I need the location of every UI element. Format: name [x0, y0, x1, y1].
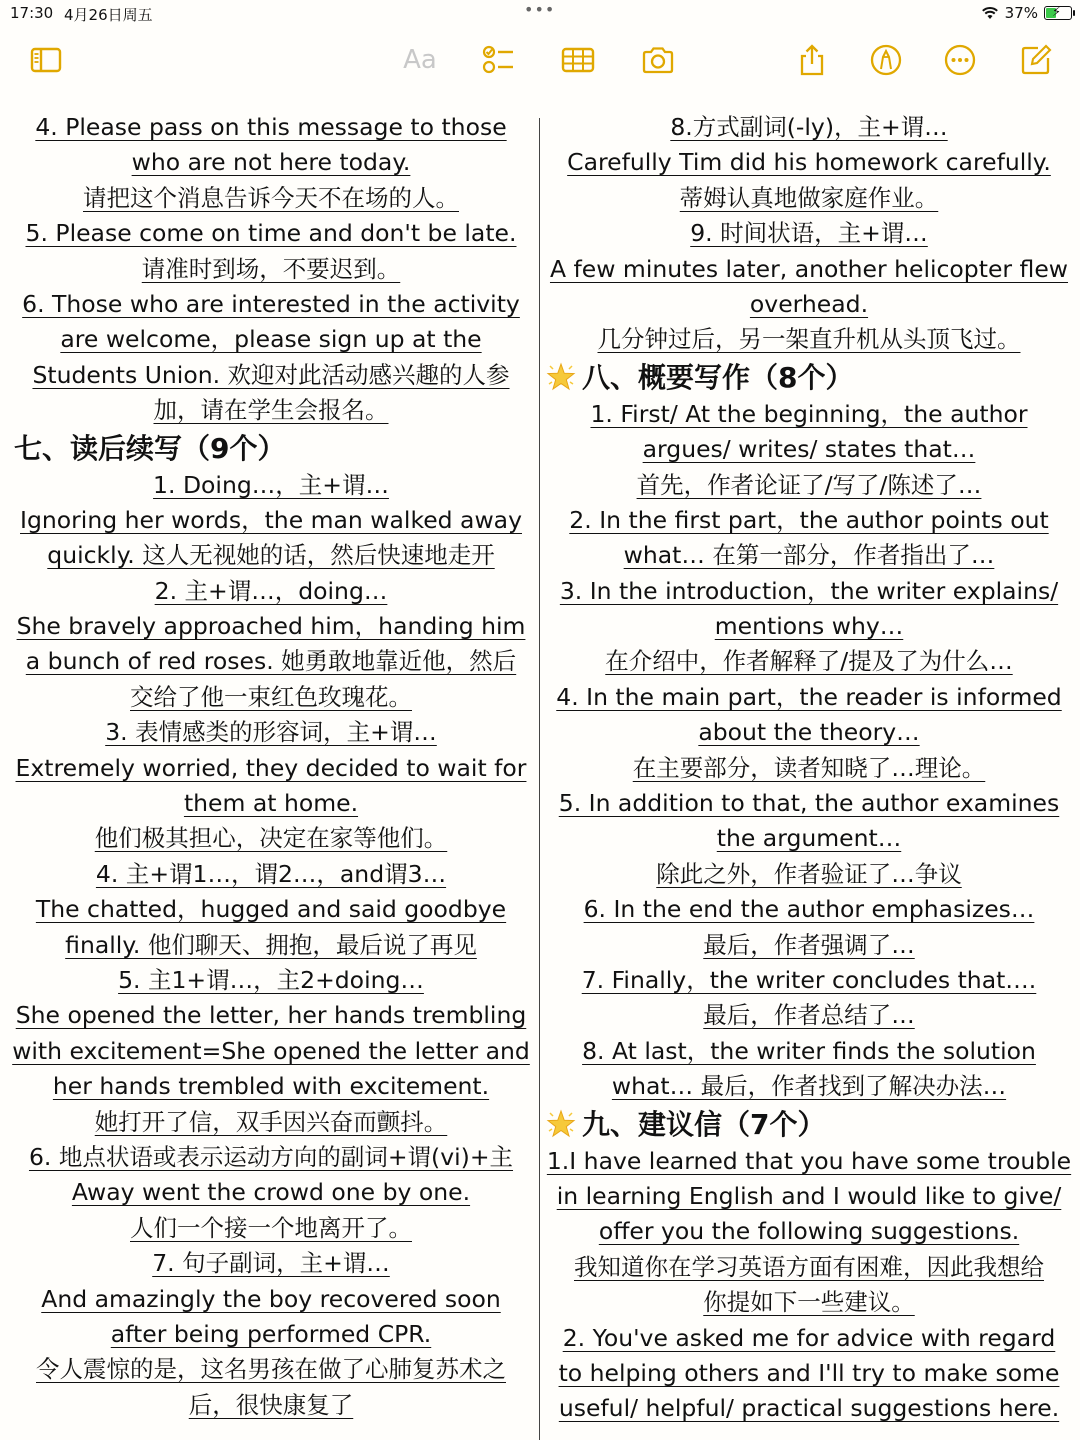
note-line: 在主要部分，读者知晓了…理论。 [632, 753, 986, 782]
share-icon [794, 42, 830, 78]
note-line: 他们极其担心，决定在家等他们。 [94, 824, 448, 853]
note-line: her hands trembled with excitement. [52, 1072, 490, 1101]
note-line: 最后，作者总结了… [703, 1001, 915, 1030]
note-line: 除此之外，作者验证了…争议 [656, 859, 962, 888]
note-line: 2. In the first part，the author points out [569, 505, 1049, 534]
share-button[interactable] [792, 40, 832, 80]
note-line: A few minutes later, another helicopter flew [549, 254, 1069, 283]
note-line: 7. Finally，the writer concludes that…. [581, 965, 1037, 994]
note-line: 在介绍中，作者解释了/提及了为什么… [605, 647, 1013, 676]
note-line: Extremely worried, they decided to wait for [15, 753, 527, 782]
battery-icon: ⚡ [1044, 6, 1072, 20]
note-line: are welcome，please sign up at the [60, 325, 482, 354]
note-line: 8. At last，the writer finds the solution [582, 1036, 1036, 1065]
note-line: in learning English and I would like to give/ [556, 1181, 1062, 1210]
section-heading-text: 九、建议信（7个） [582, 1107, 826, 1141]
note-line: 6. Those who are interested in the activity [22, 289, 520, 318]
note-line: 6. 地点状语或表示运动方向的副词+谓(vi)+主 [28, 1142, 514, 1171]
notes-toolbar [0, 40, 1080, 84]
table-button[interactable] [558, 40, 598, 80]
more-icon [942, 42, 978, 78]
star-emoji-icon [546, 1109, 576, 1139]
note-line: 令人震惊的是，这名男孩在做了心肺复苏术之 [36, 1355, 506, 1384]
compose-icon [1018, 42, 1054, 78]
note-line: after being performed CPR. [110, 1319, 432, 1348]
note-line: the argument… [716, 824, 902, 853]
note-line: quickly. 这人无视她的话，然后快速地走开 [47, 541, 495, 570]
column-divider [539, 118, 540, 1440]
note-line: 交给了他一束红色玫瑰花。 [130, 682, 412, 711]
markup-icon [868, 42, 904, 78]
right-column [546, 110, 1072, 1427]
note-line: what… 最后，作者找到了解决办法… [611, 1072, 1007, 1101]
left-column [10, 110, 532, 1423]
note-line: 1. First/ At the beginning，the author [590, 399, 1028, 428]
note-line: what… 在第一部分，作者指出了… [623, 541, 995, 570]
note-line: Ignoring her words，the man walked away [20, 505, 522, 534]
status-bar [0, 0, 1080, 28]
camera-button[interactable] [638, 40, 678, 80]
note-line: 我知道你在学习英语方面有困难，因此我想给 [574, 1252, 1044, 1281]
note-line: 1.I have learned that you have some trouble [546, 1146, 1072, 1175]
note-line: argues/ writes/ states that… [642, 435, 976, 464]
note-line: 4. Please pass on this message to those [35, 113, 507, 141]
note-line: 1. Doing…，主+谓… [153, 470, 389, 499]
sidebar-toggle-button[interactable] [26, 40, 66, 80]
note-line: 3. 表情感类的形容词，主+谓… [105, 718, 437, 747]
note-line: 请准时到场，不要迟到。 [141, 254, 401, 283]
star-emoji-icon [546, 362, 576, 392]
status-time: 17:30 [10, 4, 54, 22]
note-line: a bunch of red roses. 她勇敢地靠近他，然后 [25, 647, 517, 676]
note-line: 5. 主1+谓…，主2+doing… [118, 965, 424, 994]
note-line: 首先，作者论证了/写了/陈述了… [636, 470, 982, 499]
note-line: 9. 时间状语，主+谓… [690, 219, 928, 248]
note-line: And amazingly the boy recovered soon [41, 1284, 501, 1313]
note-line: 人们一个接一个地离开了。 [130, 1213, 412, 1242]
note-line: overhead. [749, 289, 869, 318]
note-line: The chatted，hugged and said goodbye [35, 895, 507, 924]
note-line: 几分钟过后，另一架直升机从头顶飞过。 [597, 325, 1021, 354]
section-heading [546, 1105, 1072, 1144]
compose-button[interactable] [1016, 40, 1056, 80]
sidebar-icon [28, 42, 64, 78]
note-line: 最后，作者强调了… [703, 930, 915, 959]
note-line: Carefully Tim did his homework carefully. [567, 148, 1051, 177]
note-line: 4. In the main part，the reader is informed [556, 682, 1062, 711]
checklist-button[interactable] [478, 40, 518, 80]
note-line: 加，请在学生会报名。 [153, 396, 389, 425]
wifi-icon [981, 6, 999, 20]
note-line: She opened the letter, her hands trembling [15, 1001, 527, 1030]
note-line: 3. In the introduction，the writer explains/ [559, 576, 1059, 605]
note-line: 8.方式副词(-ly)，主+谓… [670, 113, 948, 141]
format-label: Aa [403, 45, 437, 75]
note-line: them at home. [183, 789, 359, 818]
markup-button[interactable] [866, 40, 906, 80]
note-line: mentions why… [714, 612, 904, 641]
note-line: 后，很快康复了 [188, 1390, 354, 1419]
table-icon [560, 42, 596, 78]
note-line: 4. 主+谓1…，谓2…，and谓3… [95, 859, 447, 888]
note-line: 2. 主+谓…，doing… [154, 576, 388, 605]
section-heading [546, 358, 1072, 397]
note-line: Students Union. 欢迎对此活动感兴趣的人参 [32, 360, 510, 389]
note-line: offer you the following suggestions. [598, 1217, 1020, 1246]
section-heading [10, 429, 532, 468]
note-line: 你提如下一些建议。 [703, 1288, 915, 1317]
more-button[interactable] [940, 40, 980, 80]
battery-percent: 37% [1004, 4, 1038, 22]
section-heading-text: 八、概要写作（8个） [582, 360, 854, 394]
note-line: 6. In the end the author emphasizes… [583, 895, 1035, 924]
status-date: 4月26日周五 [64, 6, 153, 24]
checklist-icon [480, 42, 516, 78]
note-body[interactable] [0, 108, 1080, 1440]
note-line: She bravely approached him，handing him [16, 612, 526, 641]
note-line: to helping others and I'll try to make some [558, 1358, 1060, 1387]
camera-icon [640, 42, 676, 78]
note-line: about the theory… [698, 718, 920, 747]
multitasking-dots-icon[interactable]: ••• [524, 0, 556, 19]
note-line: who are not here today. [131, 148, 411, 177]
note-line: 7. 句子副词，主+谓… [152, 1249, 390, 1278]
note-line: finally. 他们聊天、拥抱，最后说了再见 [65, 930, 477, 959]
note-line: 2. You've asked me for advice with regard [562, 1323, 1056, 1352]
section-heading-text: 七、读后续写（9个） [14, 431, 286, 465]
note-line: 请把这个消息告诉今天不在场的人。 [83, 183, 459, 212]
note-line: useful/ helpful/ practical suggestions here. [558, 1394, 1060, 1423]
note-line: 5. In addition to that, the author examines [558, 789, 1060, 818]
note-line: 蒂姆认真地做家庭作业。 [679, 183, 939, 212]
note-line: with excitement=She opened the letter and [12, 1036, 530, 1065]
note-line: Away went the crowd one by one. [71, 1178, 471, 1207]
note-line: 她打开了信，双手因兴奋而颤抖。 [94, 1107, 448, 1136]
note-line: 5. Please come on time and don't be late. [25, 219, 517, 248]
format-button[interactable] [400, 40, 440, 80]
